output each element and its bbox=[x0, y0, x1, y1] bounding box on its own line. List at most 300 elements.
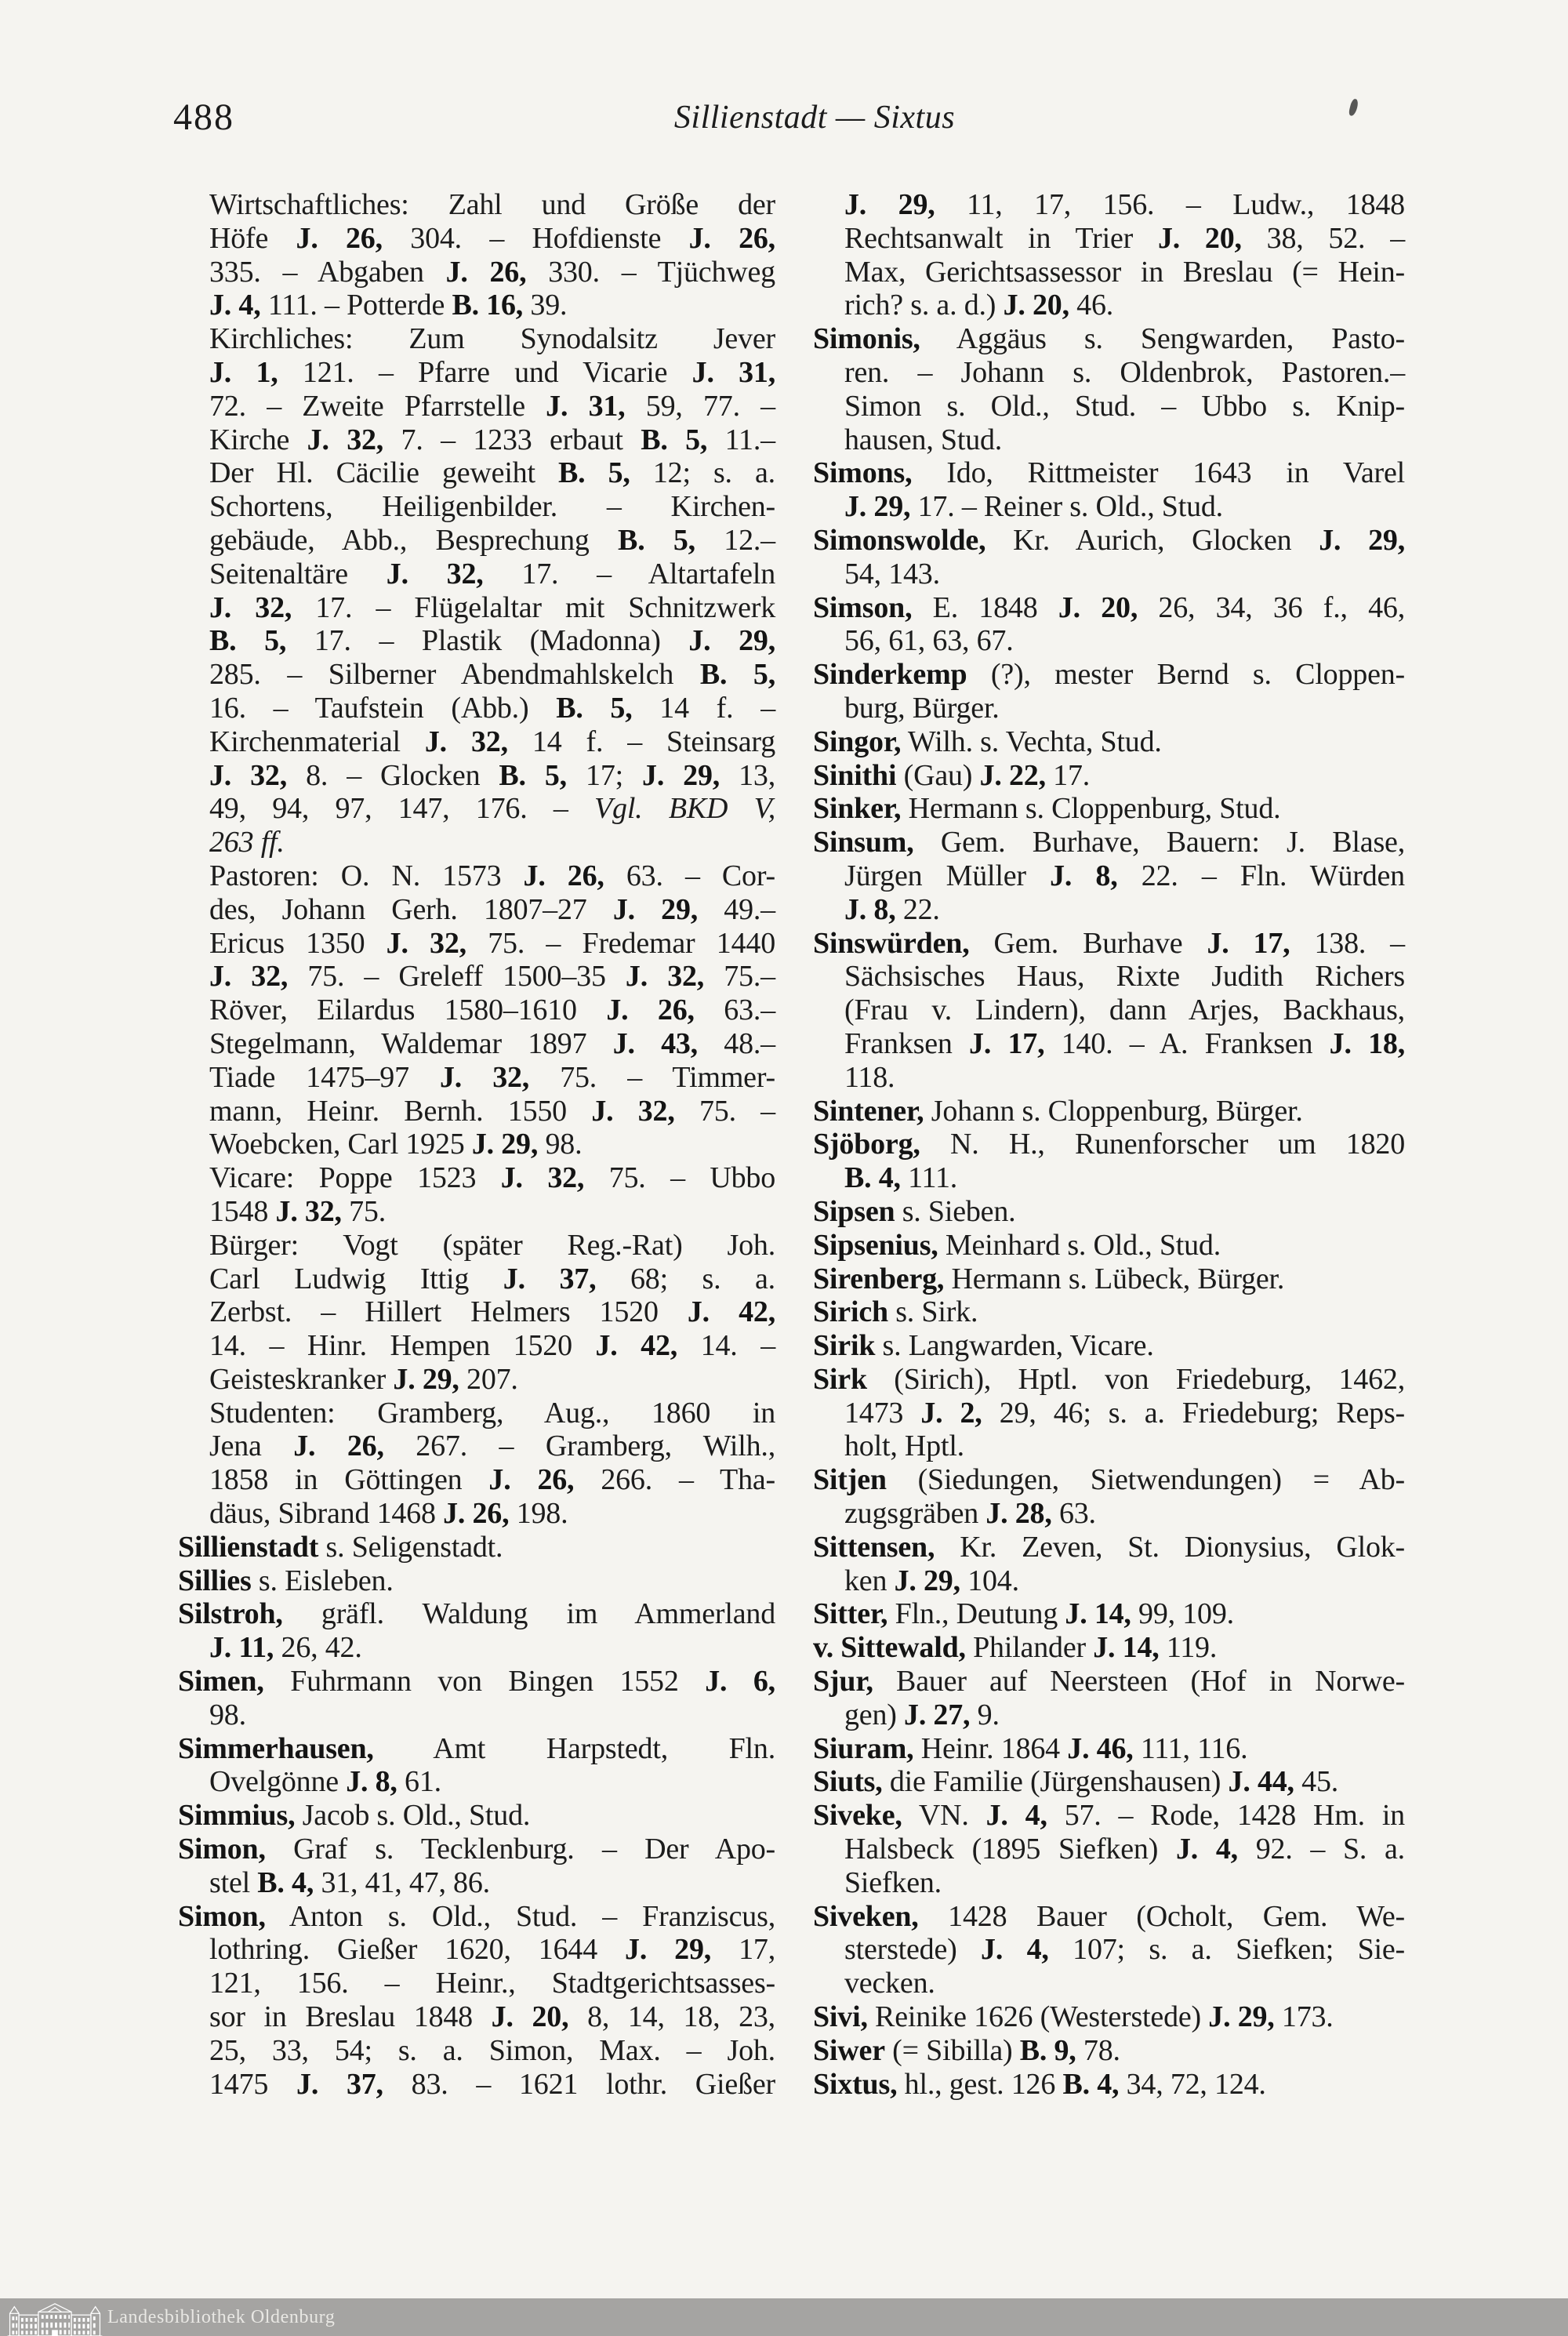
text-run: stel bbox=[209, 1866, 258, 1899]
text-run: s. Eisleben. bbox=[251, 1564, 394, 1597]
text-run: J. 43, bbox=[612, 1026, 698, 1060]
text-run: 17. – Altartafeln bbox=[483, 557, 775, 590]
text-run: Simson, bbox=[813, 590, 913, 624]
index-line bbox=[813, 1933, 1405, 1967]
index-line bbox=[813, 222, 1405, 256]
text-run: ken bbox=[844, 1564, 895, 1597]
text-run: Sjur, bbox=[813, 1665, 873, 1698]
text-run: burg, Bürger. bbox=[844, 691, 1000, 725]
text-run: hausen, Stud. bbox=[844, 423, 1003, 456]
text-run: 14. – bbox=[677, 1329, 775, 1363]
index-line bbox=[178, 1027, 775, 1061]
text-run: J. 31, bbox=[546, 389, 626, 423]
text-run: 8. – Glocken bbox=[287, 758, 499, 792]
text-run: Siwer bbox=[813, 2033, 885, 2067]
text-run: J. 32, bbox=[439, 1060, 530, 1094]
text-run: 16. – Taufstein (Abb.) bbox=[209, 691, 557, 725]
text-run: J. 32, bbox=[209, 960, 289, 994]
text-run: J. 42, bbox=[595, 1329, 678, 1363]
text-run: J. 6, bbox=[705, 1665, 775, 1698]
text-run: 17, bbox=[711, 1933, 775, 1967]
text-run: s. Sieben. bbox=[895, 1194, 1016, 1228]
text-run: J. 29, bbox=[844, 188, 935, 221]
text-run: Sirenberg, bbox=[813, 1262, 945, 1295]
index-line bbox=[178, 1363, 775, 1397]
index-line bbox=[813, 859, 1405, 893]
text-run: Ido, Rittmeister 1643 in Varel bbox=[912, 456, 1405, 490]
text-run: 75. – Greleff 1500–35 bbox=[288, 960, 626, 994]
text-run: 49.– bbox=[698, 892, 775, 926]
text-run: J. 29, bbox=[894, 1564, 960, 1597]
text-run: VN. bbox=[902, 1799, 986, 1833]
text-run: 72. – Zweite Pfarrstelle bbox=[209, 389, 546, 423]
text-run: Heinr. 1864 bbox=[913, 1731, 1068, 1765]
text-run: J. 11, bbox=[209, 1631, 274, 1665]
index-line bbox=[813, 1061, 1405, 1095]
text-run: 263 ff. bbox=[209, 826, 285, 859]
index-line bbox=[813, 1765, 1405, 1799]
index-line bbox=[813, 1295, 1405, 1329]
text-run: Sittensen, bbox=[813, 1530, 935, 1564]
text-run: 34, 72, 124. bbox=[1119, 2067, 1266, 2101]
index-line bbox=[178, 256, 775, 289]
index-line bbox=[813, 1195, 1405, 1229]
text-run: Jacob s. Old., Stud. bbox=[295, 1799, 531, 1833]
text-run: J. 28, bbox=[985, 1497, 1052, 1531]
text-run: Bauer auf Neersteen (Hof in Norwe- bbox=[873, 1665, 1405, 1698]
text-run: Simen, bbox=[178, 1665, 264, 1698]
text-run: 98. bbox=[538, 1128, 583, 1161]
text-run: 63. bbox=[1051, 1497, 1096, 1531]
index-line bbox=[178, 1597, 775, 1631]
text-run: 11, 17, 156. – Ludw., 1848 bbox=[935, 188, 1405, 221]
index-line bbox=[178, 1564, 775, 1598]
text-run: J. 31, bbox=[691, 355, 775, 389]
index-line bbox=[178, 759, 775, 793]
index-line bbox=[178, 927, 775, 961]
text-run: Halsbeck (1895 Siefken) bbox=[844, 1833, 1176, 1866]
index-line bbox=[178, 2034, 775, 2068]
text-run: B. 9, bbox=[1019, 2033, 1076, 2067]
text-run: Pastoren: O. N. 1573 bbox=[209, 859, 524, 892]
text-run: 26, 42. bbox=[274, 1631, 362, 1665]
index-line bbox=[813, 2034, 1405, 2068]
text-run: 267. – Gramberg, Wilh., bbox=[383, 1430, 775, 1463]
text-run: Kirchliches: Zum Synodalsitz Jever bbox=[209, 322, 775, 356]
text-run: Sitter, bbox=[813, 1597, 888, 1631]
text-run: 57. – Rode, 1428 Hm. in bbox=[1047, 1799, 1405, 1833]
text-run: 121, 156. – Heinr., Stadtgerichtsasses- bbox=[209, 1967, 775, 2000]
index-line bbox=[178, 1463, 775, 1497]
text-run: Siveke, bbox=[813, 1799, 902, 1833]
text-run: 138. – bbox=[1290, 926, 1405, 960]
library-building-icon bbox=[5, 2301, 104, 2336]
index-line bbox=[178, 2068, 775, 2102]
text-run: Geisteskranker bbox=[209, 1362, 394, 1396]
text-run: J. 42, bbox=[687, 1295, 775, 1329]
text-run: J. 1, bbox=[209, 355, 278, 389]
text-run: (= Sibilla) bbox=[884, 2033, 1020, 2067]
text-run: Simmerhausen, bbox=[178, 1731, 374, 1765]
text-run: J. 32, bbox=[386, 557, 484, 590]
text-run: Philander bbox=[965, 1631, 1094, 1665]
text-run: (?), mester Bernd s. Cloppen- bbox=[967, 658, 1405, 692]
index-line bbox=[178, 1397, 775, 1430]
index-line bbox=[178, 390, 775, 423]
text-run: 140. – A. Franksen bbox=[1044, 1026, 1330, 1060]
text-run: J. 29, bbox=[1319, 523, 1405, 557]
text-run: s. Langwarden, Vicare. bbox=[875, 1329, 1154, 1363]
text-run: Kirchenmaterial bbox=[209, 725, 425, 758]
text-run: 61. bbox=[397, 1765, 441, 1799]
text-run: J. 26, bbox=[488, 1463, 575, 1497]
text-run: B. 5, bbox=[618, 523, 695, 557]
text-run: J. 18, bbox=[1329, 1026, 1405, 1060]
text-run: J. 26, bbox=[523, 859, 604, 892]
text-run: J. 46, bbox=[1067, 1731, 1134, 1765]
text-run: J. 22, bbox=[979, 758, 1046, 792]
index-column-right bbox=[813, 188, 1405, 2101]
text-run: 17. – Flügelaltar mit Schnitzwerk bbox=[292, 590, 775, 624]
index-line bbox=[178, 1229, 775, 1262]
text-run: rich? s. a. d.) bbox=[844, 289, 1004, 322]
text-run: Wirtschaftliches: Zahl und Größe der bbox=[209, 188, 775, 221]
text-run: 173. bbox=[1274, 2000, 1334, 2034]
text-run: J. 32, bbox=[625, 960, 705, 994]
index-line bbox=[178, 1833, 775, 1866]
text-run: Siuram, bbox=[813, 1731, 914, 1765]
text-run: B. 5, bbox=[556, 691, 633, 725]
index-line bbox=[178, 524, 775, 558]
text-run: E. 1848 bbox=[912, 590, 1058, 624]
text-run: B. 5, bbox=[499, 758, 567, 792]
index-line bbox=[178, 1161, 775, 1195]
index-line bbox=[178, 490, 775, 524]
index-line bbox=[813, 826, 1405, 859]
text-run: J. 37, bbox=[503, 1262, 597, 1295]
text-run: 118. bbox=[844, 1060, 895, 1094]
text-run: 39. bbox=[523, 289, 568, 322]
index-line bbox=[813, 1262, 1405, 1296]
index-line bbox=[813, 390, 1405, 423]
index-line bbox=[813, 624, 1405, 658]
index-line bbox=[813, 1597, 1405, 1631]
text-run: J. 37, bbox=[296, 2067, 383, 2101]
text-run: J. 29, bbox=[393, 1362, 459, 1396]
text-run: Fln., Deutung bbox=[887, 1597, 1065, 1631]
index-line bbox=[178, 994, 775, 1027]
text-run: B. 4, bbox=[844, 1161, 901, 1195]
index-line bbox=[813, 1363, 1405, 1397]
text-run: Sintener, bbox=[813, 1094, 924, 1128]
library-name-label: Landesbibliothek Oldenburg bbox=[107, 2306, 336, 2327]
text-run: 92. – S. a. bbox=[1237, 1833, 1405, 1866]
text-run: s. Sirk. bbox=[887, 1295, 978, 1329]
text-run: B. 5, bbox=[641, 423, 708, 456]
text-run: J. 32, bbox=[209, 758, 288, 792]
text-run: Rechtsanwalt in Trier bbox=[844, 221, 1158, 255]
text-run: Carl Ludwig Ittig bbox=[209, 1262, 503, 1295]
text-run: (Siedungen, Sietwendungen) = Ab- bbox=[886, 1463, 1405, 1497]
index-line bbox=[178, 1799, 775, 1833]
index-line bbox=[813, 456, 1405, 490]
text-run: Seitenaltäre bbox=[209, 557, 387, 590]
text-run: Studenten: Gramberg, Aug., 1860 in bbox=[209, 1396, 775, 1430]
index-line bbox=[178, 1531, 775, 1564]
text-run: J. 4, bbox=[209, 289, 261, 322]
text-run: J. 26, bbox=[443, 1497, 510, 1531]
text-run: 26, 34, 36 f., 46, bbox=[1138, 590, 1405, 624]
index-line bbox=[178, 1295, 775, 1329]
page-header-title: Sillienstadt — Sixtus bbox=[673, 100, 956, 136]
text-run: holt, Hptl. bbox=[844, 1430, 964, 1463]
index-line bbox=[178, 558, 775, 591]
text-run: Woebcken, Carl 1925 bbox=[209, 1128, 472, 1161]
index-line bbox=[813, 759, 1405, 793]
index-line bbox=[813, 1161, 1405, 1195]
index-line bbox=[178, 893, 775, 927]
text-run: 49, 94, 97, 147, 176. – bbox=[209, 792, 595, 826]
text-run: Fuhrmann von Bingen 1552 bbox=[263, 1665, 706, 1698]
index-line bbox=[813, 725, 1405, 759]
text-run: Anton s. Old., Stud. – Franziscus, bbox=[265, 1899, 775, 1933]
text-run: J. 29, bbox=[688, 624, 775, 658]
text-run: 1473 bbox=[844, 1396, 921, 1430]
text-run: J. 26, bbox=[688, 221, 775, 255]
index-line bbox=[178, 792, 775, 826]
text-run: 83. – 1621 lothr. Gießer bbox=[383, 2067, 775, 2101]
index-line bbox=[813, 1900, 1405, 1934]
text-run: J. 27, bbox=[904, 1698, 971, 1731]
text-run: zugsgräben bbox=[844, 1497, 986, 1531]
text-run: Jena bbox=[209, 1430, 294, 1463]
index-line bbox=[813, 356, 1405, 390]
index-line bbox=[178, 1967, 775, 2000]
text-run: 8, 14, 18, 23, bbox=[568, 2000, 775, 2034]
text-run: J. 17, bbox=[969, 1026, 1045, 1060]
index-line bbox=[178, 1095, 775, 1128]
text-run: 1858 in Göttingen bbox=[209, 1463, 489, 1497]
text-run: Gem. Burhave bbox=[969, 926, 1207, 960]
index-line bbox=[178, 725, 775, 759]
text-run: 75. – Ubbo bbox=[584, 1161, 775, 1195]
index-line bbox=[178, 1631, 775, 1665]
text-run: Aggäus s. Sengwarden, Pasto- bbox=[920, 322, 1405, 356]
index-line bbox=[813, 1665, 1405, 1698]
text-run: J. 29, bbox=[471, 1128, 539, 1161]
text-run: 121. – Pfarre und Vicarie bbox=[278, 355, 692, 389]
text-run: Meinhard s. Old., Stud. bbox=[938, 1228, 1221, 1262]
text-run: Wilh. s. Vechta, Stud. bbox=[901, 725, 1162, 758]
text-run: (Frau v. Lindern), dann Arjes, Backhaus, bbox=[844, 994, 1405, 1027]
text-run: Vicare: Poppe 1523 bbox=[209, 1161, 501, 1195]
text-run: J. 8, bbox=[1050, 859, 1118, 892]
text-run: J. 14, bbox=[1093, 1631, 1160, 1665]
text-run: J. 4, bbox=[1175, 1833, 1238, 1866]
index-line bbox=[178, 456, 775, 490]
text-run: 1428 Bauer (Ocholt, Gem. We- bbox=[918, 1899, 1405, 1933]
index-line bbox=[813, 1833, 1405, 1866]
index-line bbox=[813, 1329, 1405, 1363]
index-line bbox=[813, 792, 1405, 826]
text-run: Graf s. Tecklenburg. – Der Apo- bbox=[265, 1833, 775, 1866]
index-line bbox=[813, 1397, 1405, 1430]
text-run: 104. bbox=[960, 1564, 1019, 1597]
index-column-left bbox=[178, 188, 775, 2101]
index-line bbox=[178, 1195, 775, 1229]
index-line bbox=[813, 1463, 1405, 1497]
text-run: Jürgen Müller bbox=[844, 859, 1051, 892]
text-run: Stegelmann, Waldemar 1897 bbox=[209, 1026, 613, 1060]
text-run: J. 4, bbox=[981, 1933, 1049, 1967]
text-run: J. 8, bbox=[346, 1765, 397, 1799]
text-run: 78. bbox=[1076, 2033, 1120, 2067]
index-line bbox=[813, 1027, 1405, 1061]
text-run: J. 32, bbox=[386, 926, 466, 960]
text-run: Siveken, bbox=[813, 1899, 919, 1933]
text-run: 59, 77. – bbox=[625, 389, 775, 423]
text-run: des, Johann Gerh. 1807–27 bbox=[209, 892, 613, 926]
text-run: Röver, Eilardus 1580–1610 bbox=[209, 994, 607, 1027]
text-run: Kirche bbox=[209, 423, 307, 456]
text-run: Vgl. BKD V, bbox=[594, 792, 776, 826]
index-line bbox=[178, 289, 775, 322]
index-line bbox=[813, 893, 1405, 927]
text-run: J. 26, bbox=[293, 1430, 384, 1463]
library-footer-bar bbox=[0, 2298, 1568, 2336]
text-run: 17. – Plastik (Madonna) bbox=[286, 624, 689, 658]
text-run: Sipsenius, bbox=[813, 1228, 938, 1262]
text-run: Gem. Burhave, Bauern: J. Blase, bbox=[913, 826, 1405, 859]
text-run: Kr. Zeven, St. Dionysius, Glok- bbox=[935, 1530, 1405, 1564]
text-run: 22. bbox=[895, 892, 940, 926]
text-run: Sillies bbox=[178, 1564, 252, 1597]
text-run: J. 26, bbox=[606, 994, 695, 1027]
text-run: 285. – Silberner Abendmahlskelch bbox=[209, 658, 700, 692]
index-line bbox=[813, 423, 1405, 457]
text-run: 330. – Tjüchweg bbox=[526, 255, 775, 289]
text-run: N. H., Runenforscher um 1820 bbox=[920, 1128, 1405, 1161]
text-run: 7. – 1233 erbaut bbox=[383, 423, 641, 456]
text-run: vecken. bbox=[844, 1967, 935, 2000]
text-run: Silstroh, bbox=[178, 1597, 283, 1631]
text-run: Der Hl. Cäcilie geweiht bbox=[209, 456, 558, 490]
text-run: J. 32, bbox=[209, 590, 292, 624]
index-line bbox=[178, 960, 775, 994]
index-line bbox=[178, 1430, 775, 1463]
text-run: B. 5, bbox=[699, 658, 775, 692]
index-line bbox=[178, 1732, 775, 1766]
text-run: Ovelgönne bbox=[209, 1765, 347, 1799]
text-run: lothring. Gießer 1620, 1644 bbox=[209, 1933, 626, 1967]
text-run: J. 20, bbox=[491, 2000, 569, 2034]
text-run: 75. bbox=[341, 1194, 387, 1228]
text-run: 46. bbox=[1069, 289, 1114, 322]
index-line bbox=[813, 256, 1405, 289]
text-run: Tiade 1475–97 bbox=[209, 1060, 440, 1094]
text-run: Sitjen bbox=[813, 1463, 887, 1497]
text-run: Bürger: Vogt (später Reg.-Rat) Joh. bbox=[209, 1228, 775, 1262]
text-run: Simon, bbox=[178, 1833, 266, 1866]
index-line bbox=[178, 356, 775, 390]
index-line bbox=[813, 927, 1405, 961]
text-run: J. 26, bbox=[445, 255, 527, 289]
text-run: 304. – Hofdienste bbox=[382, 221, 689, 255]
text-run: 54, 143. bbox=[844, 557, 940, 590]
text-run: Sinswürden, bbox=[813, 926, 970, 960]
text-run: 198. bbox=[509, 1497, 568, 1531]
text-run: J. 20, bbox=[1058, 590, 1138, 624]
text-run: 63. – Cor- bbox=[604, 859, 775, 892]
text-run: J. 20, bbox=[1003, 289, 1069, 322]
text-run: Simon, bbox=[178, 1899, 266, 1933]
text-run: die Familie (Jürgenshausen) bbox=[882, 1765, 1229, 1799]
index-line bbox=[178, 591, 775, 625]
text-run: 107; s. a. Siefken; Sie- bbox=[1048, 1933, 1405, 1967]
index-line bbox=[813, 1631, 1405, 1665]
text-run: J. 32, bbox=[591, 1094, 675, 1128]
text-run: Simonis, bbox=[813, 322, 920, 356]
text-run: J. 32, bbox=[424, 725, 508, 758]
index-line bbox=[178, 1329, 775, 1363]
index-line bbox=[813, 1866, 1405, 1900]
text-run: 25, 33, 54; s. a. Simon, Max. – Joh. bbox=[209, 2033, 775, 2067]
text-run: 45. bbox=[1294, 1765, 1339, 1799]
text-run: J. 32, bbox=[500, 1161, 585, 1195]
index-line bbox=[813, 1095, 1405, 1128]
ink-speck bbox=[1348, 98, 1359, 117]
index-line bbox=[178, 1262, 775, 1296]
text-run: 11.– bbox=[707, 423, 775, 456]
index-line bbox=[813, 1497, 1405, 1531]
index-line bbox=[813, 1799, 1405, 1833]
text-run: 14 f. – bbox=[632, 691, 775, 725]
text-run: Ericus 1350 bbox=[209, 926, 387, 960]
text-run: 111, 116. bbox=[1133, 1731, 1248, 1765]
text-run: Johann s. Cloppenburg, Bürger. bbox=[924, 1094, 1303, 1128]
index-line bbox=[178, 826, 775, 859]
text-run: 22. – Fln. Würden bbox=[1117, 859, 1405, 892]
text-run: J. 29, bbox=[612, 892, 699, 926]
text-run: 38, 52. – bbox=[1241, 221, 1405, 255]
index-line bbox=[813, 960, 1405, 994]
text-run: ren. – Johann s. Oldenbrok, Pastoren.– bbox=[844, 355, 1405, 389]
index-line bbox=[178, 1698, 775, 1732]
text-run: 119. bbox=[1159, 1631, 1218, 1665]
text-run: Hermann s. Lübeck, Bürger. bbox=[944, 1262, 1285, 1295]
index-line bbox=[178, 1933, 775, 1967]
index-line bbox=[178, 1061, 775, 1095]
text-run: J. 29, bbox=[642, 758, 720, 792]
text-run: Simmius, bbox=[178, 1799, 296, 1833]
text-run: Sinithi bbox=[813, 758, 897, 792]
text-run: J. 32, bbox=[307, 423, 384, 456]
text-run: 99, 109. bbox=[1131, 1597, 1234, 1631]
text-run: 56, 61, 63, 67. bbox=[844, 624, 1014, 658]
text-run: Sixtus, bbox=[813, 2067, 898, 2101]
index-line bbox=[813, 1430, 1405, 1463]
text-run: Sächsisches Haus, Rixte Judith Richers bbox=[844, 960, 1405, 994]
text-run: Höfe bbox=[209, 221, 296, 255]
text-run: 12; s. a. bbox=[630, 456, 775, 490]
index-line bbox=[178, 692, 775, 725]
index-line bbox=[813, 1229, 1405, 1262]
index-line bbox=[813, 490, 1405, 524]
index-line bbox=[178, 624, 775, 658]
text-run: hl., gest. 126 bbox=[897, 2067, 1063, 2101]
text-run: 17. bbox=[1045, 758, 1091, 792]
text-run: J. 32, bbox=[275, 1194, 342, 1228]
